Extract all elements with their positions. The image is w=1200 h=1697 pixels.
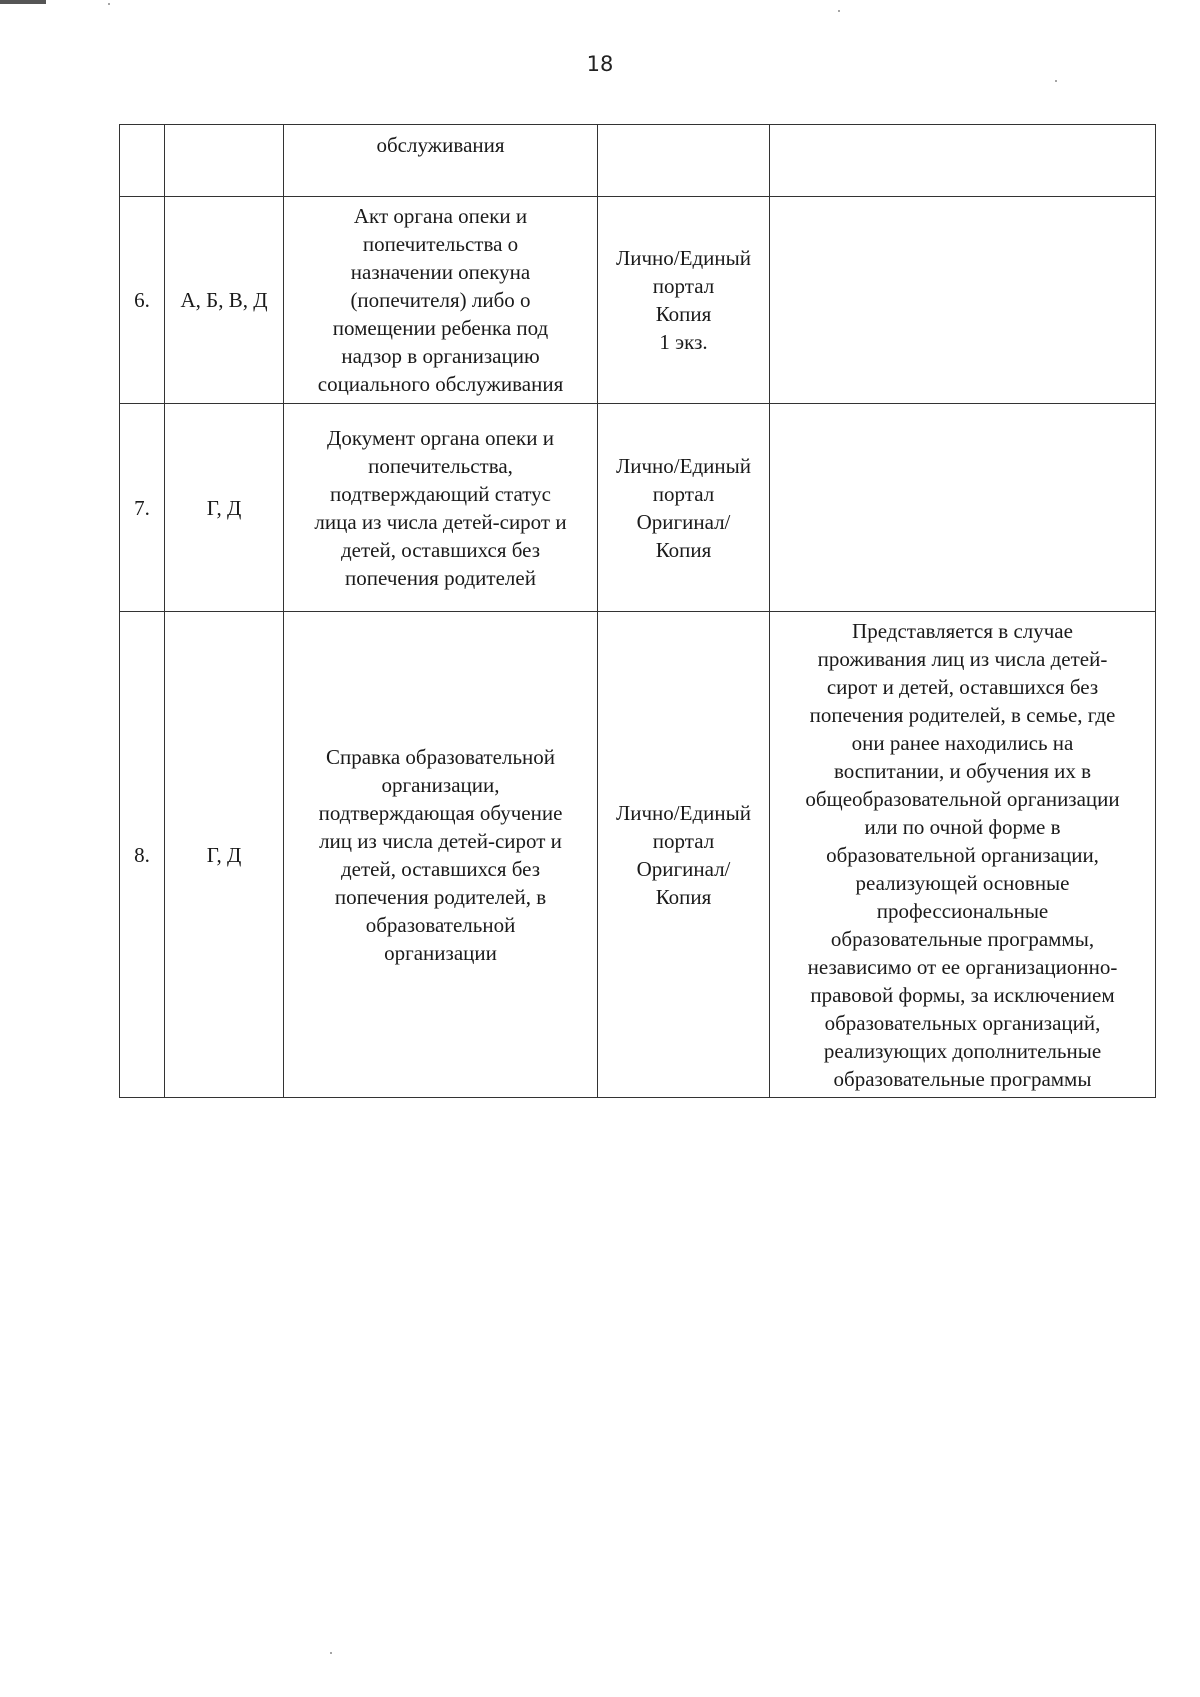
table-row [120, 612, 1156, 1098]
cell-num [120, 612, 165, 1098]
row-method: Лично/Единый портал Копия 1 экз. [616, 246, 751, 354]
cell-categories [165, 125, 284, 197]
row-document: Акт органа опеки и попечительства о назначении опекуна (попечителя) либо о помещении ребенка под надзор в организацию социального обслуживания [317, 204, 564, 396]
page-number: 18 [586, 52, 614, 76]
table-row [120, 197, 1156, 404]
row-method: Лично/Единый портал Оригинал/ Копия [616, 453, 751, 562]
cell-method [598, 125, 770, 197]
continuation-text: обслуживания [376, 132, 505, 157]
scan-dot [838, 10, 840, 12]
cell-num [120, 404, 165, 612]
cell-note [770, 404, 1156, 612]
cell-note [770, 612, 1156, 1098]
document-table [119, 124, 1156, 1098]
scan-dot [330, 1652, 332, 1654]
row-categories: Г, Д [206, 842, 242, 867]
cell-method [598, 197, 770, 404]
cell-categories [165, 197, 284, 404]
cell-document [284, 612, 598, 1098]
scan-dot [108, 3, 110, 5]
scan-artifact [0, 0, 46, 4]
cell-method [598, 404, 770, 612]
cell-note [770, 197, 1156, 404]
row-number: 7. [134, 495, 150, 520]
row-method: Лично/Единый портал Оригинал/ Копия [616, 800, 751, 909]
table-row [120, 404, 1156, 612]
row-number: 8. [134, 842, 150, 867]
row-number: 6. [134, 288, 150, 312]
cell-categories [165, 612, 284, 1098]
row-note: Представляется в случае проживания лиц из числа детей- сирот и детей, оставшихся без попечения родителей, в семье, где они ранее находились на воспитании, и обучения их в общеобразовательной организации или по очной форме в образовательной организации, реализующей основные профессиональные образовательные программы, независимо от ее организационно- правовой формы, за исключением образовательных организаций, реализующих дополнительные образовательные программы [805, 618, 1120, 1091]
cell-document [284, 197, 598, 404]
cell-num [120, 125, 165, 197]
cell-method [598, 612, 770, 1098]
scan-dot [1055, 80, 1057, 82]
row-document: Справка образовательной организации, подтверждающая обучение лиц из числа детей-сирот и детей, оставшихся без попечения родителей, в образовательной организации [318, 744, 563, 965]
cell-document [284, 404, 598, 612]
cell-num [120, 197, 165, 404]
row-document: Документ органа опеки и попечительства, подтверждающий статус лица из числа детей-сирот и детей, оставшихся без попечения родителей [314, 425, 567, 590]
cell-document [284, 125, 598, 197]
cell-categories [165, 404, 284, 612]
table-row-continuation [120, 125, 1156, 197]
row-categories: А, Б, В, Д [180, 288, 268, 312]
cell-note [770, 125, 1156, 197]
row-categories: Г, Д [206, 495, 242, 520]
